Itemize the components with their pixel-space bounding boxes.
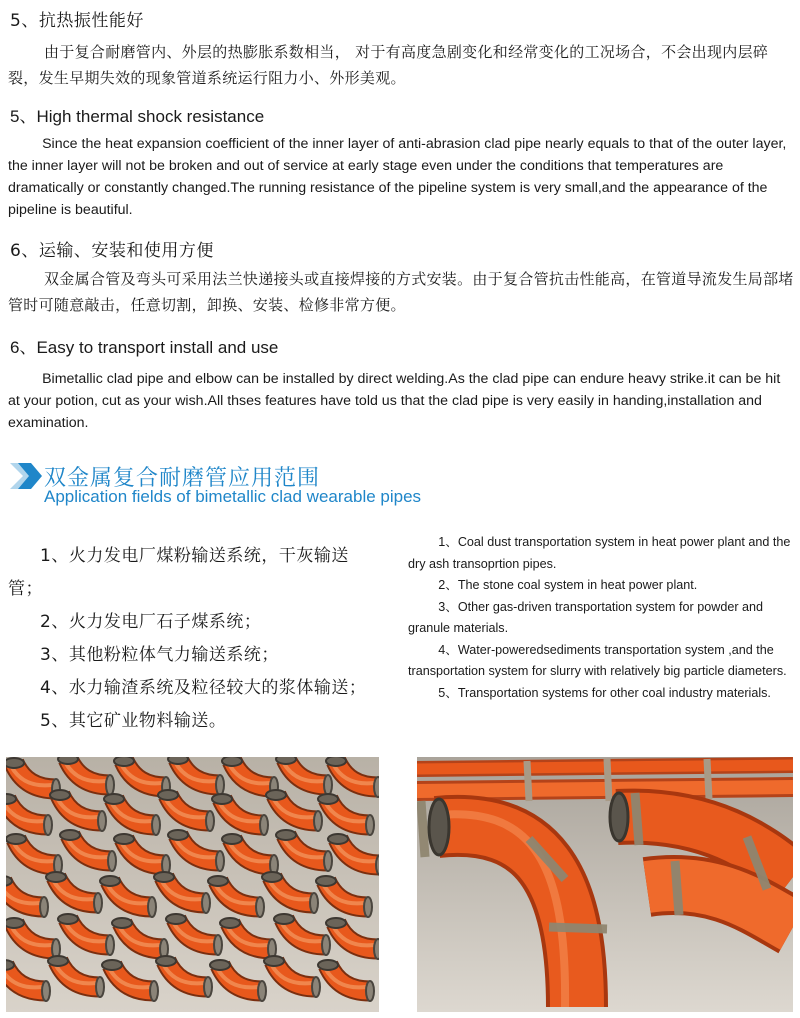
banner-title-zh: 双金属复合耐磨管应用范围	[44, 466, 321, 491]
application-item-en: 3、Other gas-driven transportation system for powder and granule materials.	[408, 599, 764, 635]
application-item-zh: 4、水力输渣系统及粒径较大的浆体输送；	[40, 678, 367, 698]
section6-title-en: 6、Easy to transport install and use	[10, 338, 279, 357]
application-item-zh: 管；	[8, 579, 43, 599]
application-item-en: 1、Coal dust transportation system in heat power plant and the dry ash transoprtion pipes.	[408, 535, 791, 571]
application-item-zh: 5、其它矿业物料输送。	[40, 711, 227, 731]
photo-elbow-pipes-rows	[6, 757, 379, 1012]
section6-paragraph-en: Bimetallic clad pipe and elbow can be installed by direct welding.As the clad pipe can endure heavy strike.it can be hit at your potion, cut as your wish.All thses features have told us that the clad pipe is very easily in handing,installation and examination.	[8, 371, 781, 431]
section5-title-zh: 5、抗热振性能好	[10, 11, 144, 31]
section5-paragraph-zh: 由于复合耐磨管内、外层的热膨胀系数相当， 对于有高度急剧变化和经常变化的工况场合，不会出现内层碎裂，发生早期失效的现象管道系统运行阻力小、外形美观。	[8, 43, 769, 87]
application-item-zh: 2、火力发电厂石子煤系统；	[40, 612, 262, 632]
section6-title-zh: 6、运输、安装和使用方便	[10, 241, 214, 261]
photo-bent-pipes-closeup	[417, 757, 793, 1012]
application-item-en: 5、Transportation systems for other coal industry materials.	[438, 685, 771, 700]
section5-paragraph-en: Since the heat expansion coefficient of the inner layer of anti-abrasion clad pipe nearly equals to that of the outer layer, the inner layer will not be broken and out of service at early stage even under the conditions that temperatures are dramatically or constantly changed.The running resistance of the pipeline system is very small,and the appearance of the pipeline is beautiful.	[8, 136, 787, 218]
section5-title-en: 5、High thermal shock resistance	[10, 107, 265, 126]
application-item-zh: 3、其他粉粒体气力输送系统；	[40, 645, 279, 665]
chevron-right-icon	[8, 458, 44, 494]
application-item-en: 2、The stone coal system in heat power plant.	[438, 578, 698, 592]
applications-list-zh	[8, 540, 404, 738]
applications-list-en	[408, 532, 794, 704]
section6-paragraph-zh: 双金属合管及弯头可采用法兰快递接头或直接焊接的方式安装。由于复合管抗击性能高，在管道导流发生局部堵管时可随意敲击，任意切割，卸换、安装、检修非常方便。	[8, 270, 794, 314]
banner-title-en: Application fields of bimetallic clad wearable pipes	[44, 487, 422, 506]
application-item-en: 4、Water-poweredsediments transportation system ,and the transportation system for slurry with relatively big particle diameters.	[408, 642, 787, 678]
application-item-zh: 1、火力发电厂煤粉输送系统，干灰输送	[40, 546, 349, 566]
